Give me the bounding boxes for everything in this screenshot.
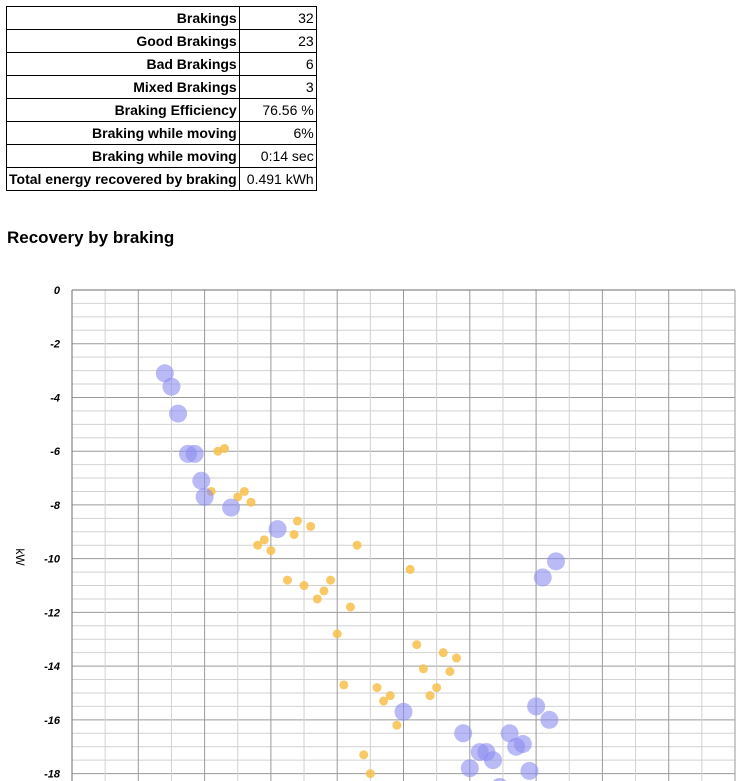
large-data-point: [527, 697, 545, 715]
small-data-point: [319, 586, 328, 595]
small-data-point: [412, 640, 421, 649]
stats-value: 0:14 sec: [239, 145, 316, 168]
small-data-point: [439, 648, 448, 657]
y-tick-label: -18: [44, 768, 60, 781]
stats-value: 6: [239, 53, 316, 76]
small-data-point: [452, 654, 461, 663]
small-data-point: [445, 667, 454, 676]
large-data-point: [547, 552, 565, 570]
small-data-point: [220, 444, 229, 453]
stats-label: Mixed Brakings: [7, 76, 240, 99]
y-axis-label: kW: [13, 548, 27, 566]
small-data-point: [372, 683, 381, 692]
small-data-point: [240, 487, 249, 496]
y-tick-label: -8: [50, 499, 60, 512]
small-data-point: [426, 691, 435, 700]
stats-value: 3: [239, 76, 316, 99]
stats-label: Braking while moving: [7, 145, 240, 168]
stats-label: Total energy recovered by braking: [7, 168, 240, 191]
chart-title: Recovery by braking: [7, 228, 175, 247]
stats-label: Braking while moving: [7, 122, 240, 145]
stats-label: Brakings: [7, 7, 240, 30]
small-data-point: [300, 581, 309, 590]
small-data-point: [406, 565, 415, 574]
small-data-point: [313, 594, 322, 603]
small-data-point: [293, 517, 302, 526]
small-data-point: [432, 683, 441, 692]
small-data-point: [386, 691, 395, 700]
small-data-point: [392, 721, 401, 730]
large-data-point: [461, 759, 479, 777]
large-data-point: [186, 445, 204, 463]
small-data-point: [290, 530, 299, 539]
large-data-point: [484, 751, 502, 769]
large-data-point: [192, 472, 210, 490]
small-data-point: [283, 576, 292, 585]
stats-label: Braking Efficiency: [7, 99, 240, 122]
stats-value: 23: [239, 30, 316, 53]
large-data-point: [534, 568, 552, 586]
stats-value: 76.56 %: [239, 99, 316, 122]
y-tick-label: -2: [50, 338, 60, 351]
large-data-point: [540, 711, 558, 729]
y-tick-label: -4: [50, 392, 60, 405]
large-data-point: [520, 762, 538, 780]
y-tick-label: -16: [44, 714, 60, 727]
large-data-point: [269, 520, 287, 538]
small-data-point: [333, 629, 342, 638]
small-data-point: [353, 541, 362, 550]
large-data-point: [222, 499, 240, 517]
y-tick-label: -10: [44, 553, 60, 566]
stats-value: 6%: [239, 122, 316, 145]
large-data-point: [514, 735, 532, 753]
large-data-point: [169, 405, 187, 423]
small-data-point: [419, 664, 428, 673]
small-data-point: [266, 546, 275, 555]
small-data-point: [359, 750, 368, 759]
small-data-point: [346, 603, 355, 612]
stats-value: 0.491 kWh: [239, 168, 316, 191]
stats-label: Good Brakings: [7, 30, 240, 53]
large-data-point: [162, 378, 180, 396]
stats-value: 32: [239, 7, 316, 30]
y-tick-label: -14: [44, 661, 60, 674]
large-data-point: [196, 488, 214, 506]
small-data-point: [247, 498, 256, 507]
small-data-point: [260, 535, 269, 544]
y-tick-label: -6: [50, 446, 60, 459]
small-data-point: [306, 522, 315, 531]
large-data-point: [454, 724, 472, 742]
y-tick-label: -12: [44, 607, 60, 620]
stats-label: Bad Brakings: [7, 53, 240, 76]
large-data-point: [395, 703, 413, 721]
small-data-point: [326, 576, 335, 585]
small-data-point: [339, 680, 348, 689]
small-data-point: [366, 769, 375, 778]
y-tick-label: 0: [53, 285, 60, 297]
